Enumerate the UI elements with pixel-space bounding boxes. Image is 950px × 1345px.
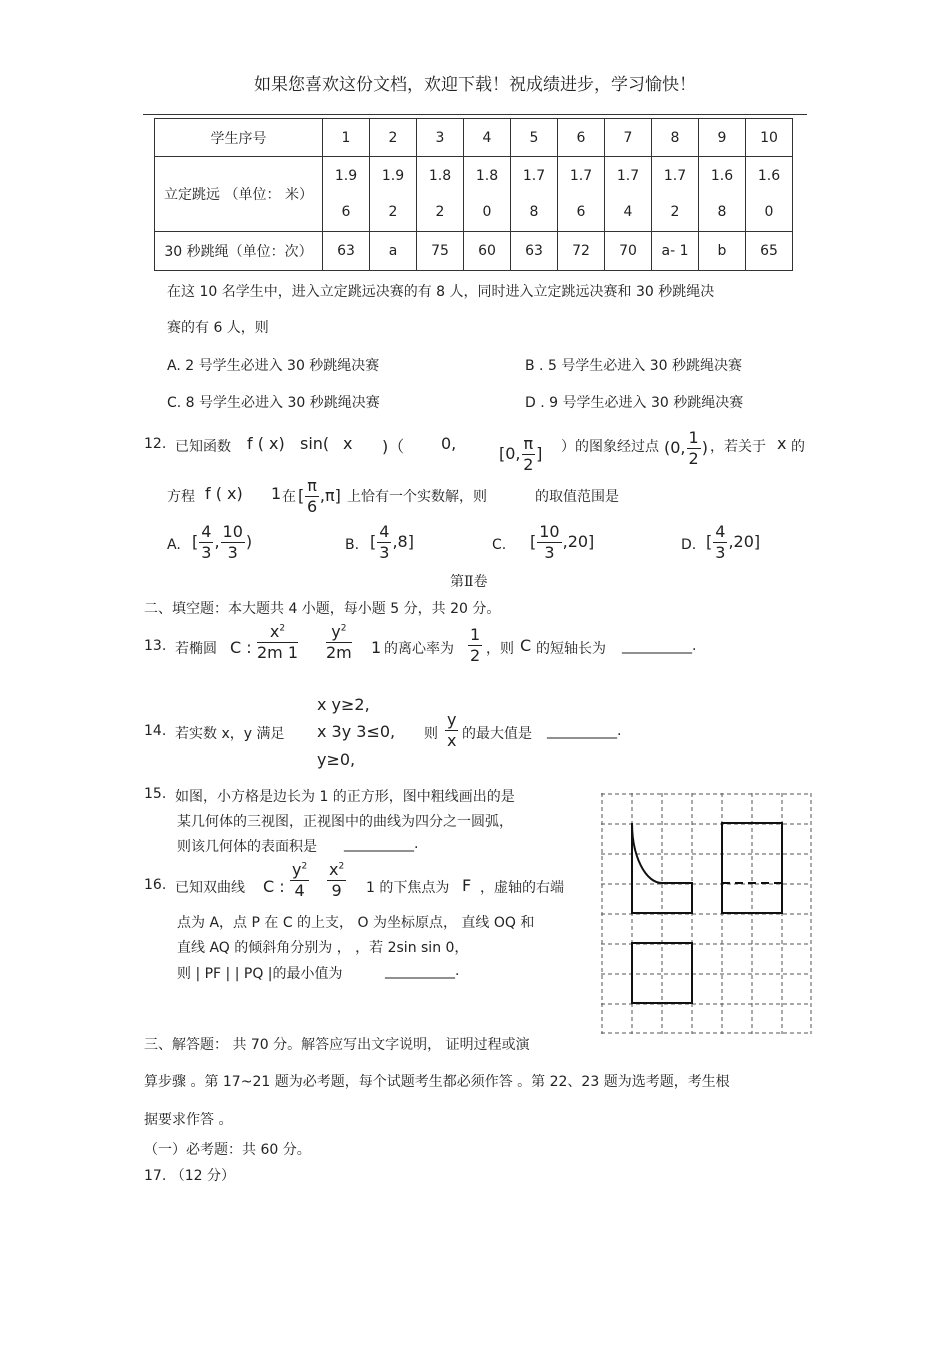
q16-text: 则 | PF | | PQ |的最小值为	[177, 966, 343, 982]
q12-formula: f ( x)	[247, 434, 285, 453]
table-row-jump	[155, 157, 793, 232]
rope-cell: a- 1	[652, 232, 699, 271]
q14-text: 的最大值是	[462, 726, 532, 742]
rope-cell: 72	[558, 232, 605, 271]
row-label-rope: 30 秒跳绳（单位：次）	[155, 232, 323, 271]
page-header: 如果您喜欢这份文档，欢迎下载！祝成绩进步，学习愉快！	[254, 75, 696, 95]
q16-text: 已知双曲线	[175, 880, 245, 896]
table-header-label: 学生序号	[155, 119, 323, 157]
rope-cell: 60	[464, 232, 511, 271]
q17-heading: 17. （12 分）	[144, 1168, 235, 1184]
q15-text: 如图，小方格是边长为 1 的正方形，图中粗线画出的是	[175, 789, 515, 805]
jump-cell: 1.7 6	[558, 157, 605, 232]
jump-cell: 1.7 2	[652, 157, 699, 232]
top-view	[632, 943, 692, 1003]
q12-option-b: [ $\frac{4}{3}$ ,8]	[370, 522, 414, 562]
header-rule	[143, 114, 807, 115]
q13-text: 的短轴长为	[536, 641, 606, 657]
q13-text: 的离心率为	[384, 641, 454, 657]
q11-option-a: A. 2 号学生必进入 30 秒跳绳决赛	[167, 358, 380, 374]
q12-formula: 0,	[441, 434, 457, 453]
table-header-row	[155, 119, 793, 157]
part-title: 第Ⅱ卷	[450, 574, 488, 590]
q14-number: 14.	[144, 723, 167, 739]
q14-text: 若实数 x，y 满足	[175, 726, 285, 742]
section-2-heading: 二、填空题：本大题共 4 小题，每小题 5 分，共 20 分。	[144, 601, 501, 617]
q13-number: 13.	[144, 638, 167, 654]
q11-option-c: C. 8 号学生必进入 30 秒跳绳决赛	[167, 395, 380, 411]
q12-formula: 1	[271, 484, 282, 503]
q13-fraction-y: $\frac{y^2}{2m}$	[326, 622, 352, 662]
q16-text: 直线 AQ 的倾斜角分别为 ， ，若 2sin sin 0，	[177, 940, 469, 956]
q14-fraction: $\frac{y}{x}$	[447, 710, 457, 750]
rope-cell: 70	[605, 232, 652, 271]
q16-fraction-y: $\frac{y^2}{4}$	[292, 860, 308, 900]
section-3-heading: 三、解答题： 共 70 分。解答应写出文字说明， 证明过程或演	[144, 1037, 530, 1053]
q12-option-a-label: A.	[167, 537, 181, 553]
student-index: 4	[464, 119, 511, 157]
q12-text: ，若关于	[710, 439, 766, 455]
rope-cell: 63	[511, 232, 558, 271]
jump-cell: 1.6 0	[746, 157, 793, 232]
student-index: 2	[370, 119, 417, 157]
q12-formula: sin(	[300, 434, 330, 453]
jump-cell: 1.7 4	[605, 157, 652, 232]
q13-formula: 1	[371, 638, 382, 657]
q11-option-b: B . 5 号学生必进入 30 秒跳绳决赛	[525, 358, 743, 374]
q13-curve-name: C :	[230, 638, 252, 657]
rope-cell: a	[370, 232, 417, 271]
rope-cell: 75	[417, 232, 464, 271]
jump-cell: 1.8 2	[417, 157, 464, 232]
q15-blank: __________.	[344, 836, 419, 852]
rope-cell: 65	[746, 232, 793, 271]
row-label-jump: 立定跳远 （单位： 米）	[155, 157, 323, 232]
table-row-rope	[155, 232, 793, 271]
section-3-text: 算步骤 。第 17~21 题为必考题，每个试题考生都必须作答 。第 22、23 题为选考题，考生根	[144, 1074, 730, 1090]
q12-text: 的	[791, 439, 805, 455]
q13-text: ，则	[486, 641, 514, 657]
q12-text: 已知函数	[175, 439, 231, 455]
student-index: 9	[699, 119, 746, 157]
q12-text: 在	[282, 489, 296, 505]
q13-eccentricity: $\frac{1}{2}$	[470, 625, 481, 665]
q12-text: 的取值范围是	[535, 489, 619, 505]
q15-text: 则该几何体的表面积是	[177, 839, 317, 855]
q12-point: (0, $\frac{1}{2}$ )	[664, 428, 708, 468]
q12-option-d: [ $\frac{4}{3}$ ,20]	[706, 522, 761, 562]
q13-text: C	[520, 636, 532, 655]
q12-text: ）的图象经过点	[561, 439, 659, 455]
q16-blank: __________.	[385, 963, 460, 979]
q13-blank: __________.	[622, 638, 697, 654]
q12-option-c-label: C.	[492, 537, 507, 553]
q12-text: 上恰有一个实数解，则	[347, 489, 487, 505]
jump-cell: 1.9 6	[323, 157, 370, 232]
q12-interval: [0, $\frac{\pi}{2}$ ]	[499, 434, 543, 474]
q12-option-c: [ $\frac{10}{3}$ ,20]	[530, 522, 595, 562]
q14-constraint: x y≥2,	[317, 695, 370, 714]
q16-text: 1 的下焦点为	[366, 880, 450, 896]
q12-option-d-label: D.	[681, 537, 697, 553]
q12-text: x	[777, 434, 787, 453]
q15-number: 15.	[144, 786, 167, 802]
q11-option-d: D . 9 号学生必进入 30 秒跳绳决赛	[525, 395, 744, 411]
section-3-text: 据要求作答 。	[144, 1112, 233, 1128]
student-index: 1	[323, 119, 370, 157]
rope-cell: 63	[323, 232, 370, 271]
q12-number: 12.	[144, 436, 167, 452]
student-index: 8	[652, 119, 699, 157]
score-table	[154, 118, 793, 271]
q16-text: F	[462, 876, 472, 895]
q15-text: 某几何体的三视图，正视图中的曲线为四分之一圆弧，	[177, 814, 513, 830]
q12-text: 方程	[167, 489, 195, 505]
q12-interval: [ $\frac{\pi}{6}$ ,π]	[298, 476, 341, 516]
section-3-subheading: （一）必考题：共 60 分。	[144, 1142, 311, 1158]
q12-formula: )（	[382, 437, 405, 456]
q16-text: 点为 A，点 P 在 C 的上支， O 为坐标原点， 直线 OQ 和	[177, 915, 535, 931]
student-index: 5	[511, 119, 558, 157]
student-index: 7	[605, 119, 652, 157]
q12-formula: x	[343, 434, 353, 453]
rope-cell: b	[699, 232, 746, 271]
q16-fraction-x: $\frac{x^2}{9}$	[329, 860, 345, 900]
jump-cell: 1.6 8	[699, 157, 746, 232]
q14-constraint: x 3y 3≤0,	[317, 722, 396, 741]
q14-constraint: y≥0,	[317, 750, 356, 769]
q13-fraction-x: $\frac{x^2}{2m 1}$	[257, 622, 299, 662]
q13-text: 若椭圆	[175, 641, 217, 657]
q11-text-2: 赛的有 6 人，则	[167, 320, 269, 336]
q16-text: ，虚轴的右端	[480, 880, 564, 896]
q14-text: 则	[424, 726, 438, 742]
q12-option-a: [ $\frac{4}{3}$ , $\frac{10}{3}$ )	[192, 522, 253, 562]
student-index: 10	[746, 119, 793, 157]
jump-cell: 1.8 0	[464, 157, 511, 232]
q11-text-1: 在这 10 名学生中，进入立定跳远决赛的有 8 人，同时进入立定跳远决赛和 30 秒跳绳决	[167, 284, 715, 300]
q16-number: 16.	[144, 877, 167, 893]
student-index: 3	[417, 119, 464, 157]
q12-formula: f ( x)	[205, 484, 243, 503]
q12-option-b-label: B.	[345, 537, 360, 553]
jump-cell: 1.9 2	[370, 157, 417, 232]
q16-curve-name: C :	[263, 877, 285, 896]
jump-cell: 1.7 8	[511, 157, 558, 232]
q14-blank: __________.	[547, 723, 622, 739]
student-index: 6	[558, 119, 605, 157]
three-view-figure	[601, 793, 813, 1035]
